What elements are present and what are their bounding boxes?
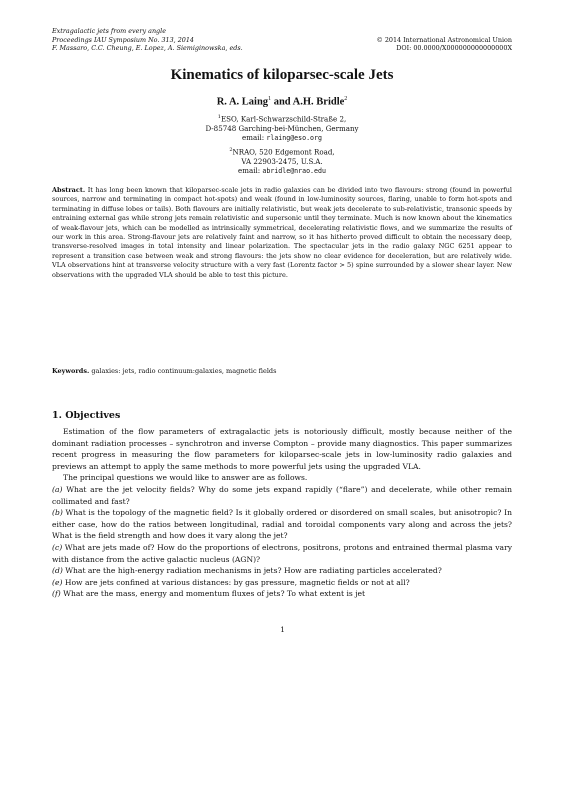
header-right bbox=[376, 36, 512, 53]
question-label: (c) bbox=[52, 542, 63, 552]
header-doi: DOI: 00.0000/X000000000000000X bbox=[396, 44, 512, 53]
keywords-label: Keywords. bbox=[52, 367, 90, 375]
paper-title: Kinematics of kiloparsec-scale Jets bbox=[170, 67, 394, 83]
abstract-label: Abstract. bbox=[52, 186, 86, 194]
section-body bbox=[52, 426, 512, 600]
affiliation-superscript: 2 bbox=[229, 147, 233, 153]
affiliation-eso bbox=[52, 113, 512, 144]
email-label: email: bbox=[242, 133, 265, 143]
question-label: (d) bbox=[52, 566, 63, 576]
header-proceedings: Proceedings IAU Symposium No. 313, 2014 bbox=[52, 35, 194, 44]
header-conference: Extragalactic jets from every angle bbox=[52, 27, 166, 35]
abstract-text: It has long been known that kiloparsec-scale jets in radio galaxies can be divided into two flavours: strong (found in powerful sources, narrow and terminating in compact hot-spots) and weak (found in low-luminosity sources, flaring, unable to form hot-spots and terminating in diffuse lobes or tails). Both flavours are initially relativistic, but weak jets decelerate to sub-relativistic, transonic speeds by entraining external gas while strong jets remain relativistic and supersonic until they terminate. Much is now known about the kinematics of weak-flavour jets, which can be modelled as intrinsically symmetrical, decelerating relativistic flows, and we summarize the results of our work in this area. Strong-flavour jets are relatively faint and narrow, so it has hitherto proved difficult to obtain the necessary deep, transverse-resolved images in total intensity and linear polarization. The spectacular jets in the radio galaxy NGC 6251 appear to represent a transition case between weak and strong flavours: the jets show no clear evidence for deceleration, but are relatively wide. VLA observations hint at transverse velocity structure with a very fast (Lorentz factor > 5) spine surrounded by a slower shear layer. New observations with the upgraded VLA should be able to test this picture. bbox=[52, 186, 512, 279]
keywords bbox=[52, 367, 512, 376]
author-superscript: 2 bbox=[344, 96, 348, 102]
question-item bbox=[52, 577, 512, 589]
question-text: What is the topology of the magnetic field? Is it globally ordered or disordered on small scales, but anisotropic? In either case, how do the ratios between longitudinal, radial and toroidal components vary along and across the jets? What is the field strength and how does it vary along the jet? bbox=[52, 508, 512, 541]
author-conjunction: and bbox=[273, 96, 291, 108]
question-label: (e) bbox=[52, 577, 63, 587]
question-item bbox=[52, 588, 512, 600]
email-label: email: bbox=[238, 166, 261, 176]
question-text: What are the high-energy radiation mechanisms in jets? How are radiating particles accelerated? bbox=[65, 566, 442, 576]
author-bridle: A.H. Bridle bbox=[292, 96, 345, 108]
question-item bbox=[52, 542, 512, 565]
section-heading: 1. Objectives bbox=[52, 410, 121, 421]
header-editors: F. Massaro, C.C. Cheung, E. Lopez, A. Siemiginowska, eds. bbox=[52, 44, 243, 53]
author-line bbox=[52, 96, 512, 108]
header-left bbox=[52, 27, 243, 53]
paragraph: The principal questions we would like to answer are as follows. bbox=[63, 473, 308, 483]
affiliation-superscript: 1 bbox=[217, 114, 221, 120]
abstract bbox=[52, 186, 512, 280]
question-label: (b) bbox=[52, 508, 63, 518]
affiliation-line: VA 22903-2475, U.S.A. bbox=[241, 156, 323, 166]
question-text: What are the mass, energy and momentum fluxes of jets? To what extent is jet bbox=[63, 589, 366, 599]
question-label: (f) bbox=[52, 589, 61, 599]
keywords-text: galaxies: jets, radio continuum:galaxies, magnetic fields bbox=[91, 367, 277, 375]
question-text: What are the jet velocity fields? Why do some jets expand rapidly (“flare”) and decelerate, while other remain collimated and fast? bbox=[52, 484, 513, 506]
author-laing: R. A. Laing bbox=[216, 96, 269, 108]
affiliation-nrao bbox=[52, 146, 512, 177]
email-link[interactable]: abridle@nrao.edu bbox=[262, 167, 326, 176]
question-text: What are jets made of? How do the proportions of electrons, positrons, protons and entrained thermal plasma vary with distance from the active galactic nucleus (AGN)? bbox=[52, 542, 512, 564]
question-item bbox=[52, 484, 512, 507]
header-copyright: © 2014 International Astronomical Union bbox=[376, 35, 512, 44]
paragraph: Estimation of the flow parameters of extragalactic jets is notoriously difficult, mostly because neither of the dominant radiation processes – synchrotron and inverse Compton – provide many diagnostics. This paper summarizes recent progress in measuring the flow parameters for kiloparsec-scale jets in low-luminosity radio galaxies and previews an attempt to apply the same methods to more powerful jets using the upgraded VLA. bbox=[52, 427, 512, 471]
affiliation-line: ESO, Karl-Schwarzschild-Straße 2, bbox=[220, 114, 347, 124]
page-number: 1 bbox=[280, 625, 285, 634]
question-item bbox=[52, 507, 512, 542]
affiliation-line: NRAO, 520 Edgemont Road, bbox=[232, 147, 335, 157]
question-label: (a) bbox=[52, 484, 63, 494]
question-text: How are jets confined at various distances: by gas pressure, magnetic fields or not at all? bbox=[64, 577, 410, 587]
affiliation-line: D-85748 Garching-bei-München, Germany bbox=[205, 123, 359, 133]
email-link[interactable]: rlaing@eso.org bbox=[266, 134, 322, 143]
question-item bbox=[52, 565, 512, 577]
author-superscript: 1 bbox=[268, 96, 272, 102]
